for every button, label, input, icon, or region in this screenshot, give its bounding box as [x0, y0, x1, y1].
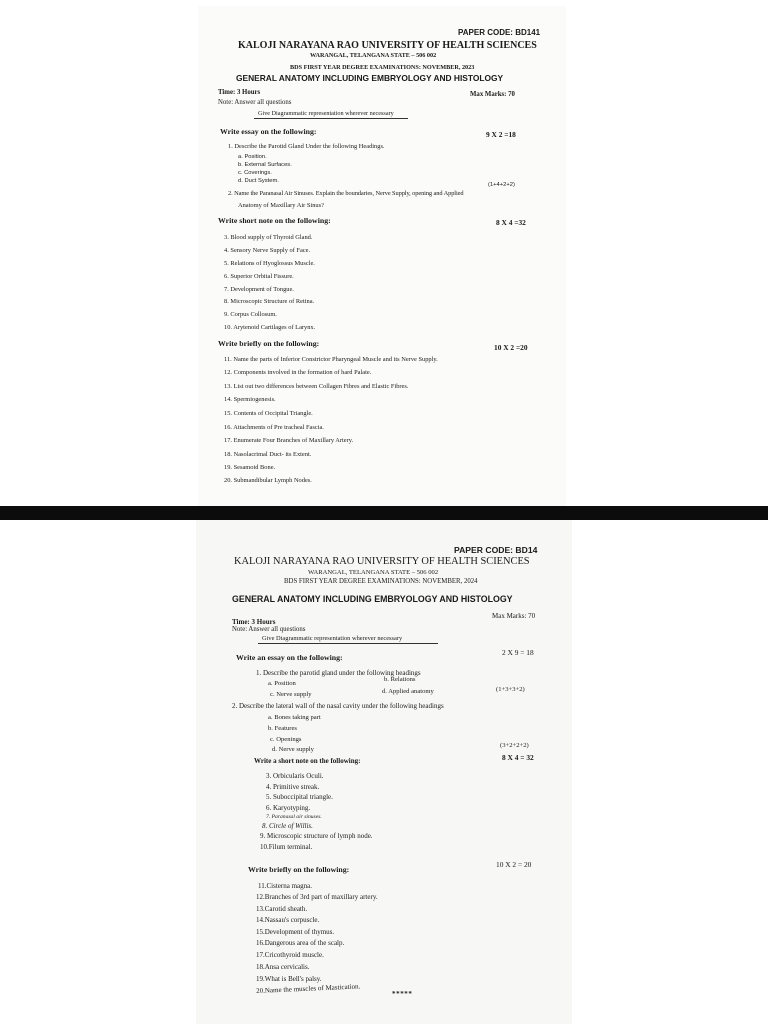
short-question-4: 4. Sensory Nerve Supply of Face. [224, 247, 311, 254]
brief-question-15: 15. Contents of Occipital Triangle. [224, 410, 313, 417]
q1-part-b: b. Relations [384, 676, 416, 683]
end-of-paper-mark: ***** [392, 990, 413, 998]
max-marks: Max Marks: 70 [470, 91, 515, 98]
university-name: KALOJI NARAYANA RAO UNIVERSITY OF HEALTH SCIENCES [238, 40, 537, 51]
short-question-5: 5. Relations of Hyoglossus Muscle. [224, 260, 315, 267]
short-question-9: 9. Microscopic structure of lymph node. [260, 832, 373, 840]
q1-part-c: c. Coverings. [238, 170, 272, 176]
brief-question-20: 20. Submandibular Lymph Nodes. [224, 477, 312, 484]
exam-title: BDS FIRST YEAR DEGREE EXAMINATIONS: NOVEMBER, 2023 [290, 64, 475, 71]
paper-code: PAPER CODE: BD141 [458, 28, 541, 37]
brief-question-11: 11. Name the parts of Inferior Constrictor Pharyngeal Muscle and its Nerve Supply. [224, 356, 438, 363]
q1-part-c: c. Nerve supply [270, 691, 312, 698]
brief-question-17: 17. Enumerate Four Branches of Maxillary Artery. [224, 437, 354, 444]
brief-question-19: 19. Sesamoid Bone. [224, 464, 276, 471]
brief-question-12: 12. Components involved in the formation of hard Palate. [224, 369, 372, 376]
q1-part-a: a. Position [268, 680, 296, 687]
brief-question-16: 16.Dangerous area of the scalp. [256, 939, 345, 947]
short-question-10: 10. Arytenoid Cartilages of Larynx. [224, 324, 316, 331]
question-2: 2. Describe the lateral wall of the nasal cavity under the following headings [232, 702, 444, 710]
brief-question-11: 11.Cisterna magna. [258, 882, 312, 890]
question-2-line-2: Anatomy of Maxillary Air Sinus? [238, 202, 324, 209]
q1-part-b: b. External Surfaces. [238, 162, 292, 168]
brief-section-title: Write briefly on the following: [218, 339, 320, 348]
brief-question-14: 14.Nassau's corpuscle. [256, 916, 320, 924]
brief-question-17: 17.Cricothyroid muscle. [256, 951, 324, 959]
brief-section-marks: 10 X 2 =20 [494, 343, 528, 352]
note-line-2: Give Diagrammatic representation wherever necessary [258, 110, 394, 117]
brief-question-19: 19.What is Bell's palsy. [256, 975, 322, 983]
question-1: 1. Describe the Parotid Gland Under the following Headings. [228, 143, 385, 150]
brief-section-marks: 10 X 2 = 20 [496, 860, 532, 869]
university-address: WARANGAL, TELANGANA STATE – 506 002 [310, 52, 437, 59]
q2-part-d: d. Nerve supply [272, 746, 314, 753]
university-address: WARANGAL, TELANGANA STATE – 506 002 [308, 569, 439, 576]
q1-part-a: a. Position. [238, 154, 267, 160]
subject-title: GENERAL ANATOMY INCLUDING EMBRYOLOGY AND HISTOLOGY [232, 594, 513, 604]
time-label: Time: 3 Hours [232, 618, 276, 626]
university-name: KALOJI NARAYANA RAO UNIVERSITY OF HEALTH SCIENCES [234, 556, 530, 567]
brief-question-13: 13.Carotid sheath. [256, 905, 308, 913]
essay-section-marks: 9 X 2 =18 [486, 130, 516, 139]
short-question-5: 5. Suboccipital triangle. [266, 793, 333, 801]
note-underline [258, 643, 438, 644]
note-line-1: Note: Answer all questions [218, 99, 292, 106]
brief-question-15: 15.Development of thymus. [256, 928, 335, 936]
note-underline [254, 118, 408, 119]
short-question-6: 6. Karyotyping. [266, 804, 311, 812]
exam-paper-2023 [198, 6, 566, 506]
essay-section-title: Write essay on the following: [220, 127, 317, 136]
q2-part-a: a. Bones taking part [268, 714, 321, 721]
paper-code: PAPER CODE: BD14 [454, 545, 538, 555]
short-section-title: Write short note on the following: [218, 216, 331, 225]
brief-question-18: 18. Nasolacrimal Duct- its Extent. [224, 451, 312, 458]
page-divider [0, 506, 768, 520]
short-question-6: 6. Superior Orbital Fissure. [224, 273, 294, 280]
brief-question-16: 16. Attachments of Pre tracheal Fascia. [224, 424, 324, 431]
q1-marks: (1+3+3+2) [496, 686, 525, 693]
question-1: 1. Describe the parotid gland under the following headings [256, 669, 421, 677]
exam-paper-2024 [196, 520, 572, 1024]
short-question-7: 7. Development of Tongue. [224, 286, 294, 293]
essay-section-title: Write an essay on the following: [236, 653, 343, 662]
short-question-9: 9. Corpus Collosum. [224, 311, 277, 318]
brief-question-13: 13. List out two differences between Collagen Fibres and Elastic Fibres. [224, 383, 409, 390]
short-question-7: 7. Paranasal air sinuses. [266, 814, 322, 820]
question-2-line-1: 2. Name the Paranasal Air Sinuses. Explain the boundaries, Nerve Supply, opening and Applied [228, 190, 464, 197]
exam-title: BDS FIRST YEAR DEGREE EXAMINATIONS: NOVEMBER, 2024 [284, 578, 478, 585]
q2-part-c: c. Openings [270, 736, 302, 743]
short-question-10: 10.Filum terminal. [260, 843, 313, 851]
subject-title: GENERAL ANATOMY INCLUDING EMBRYOLOGY AND HISTOLOGY [236, 73, 504, 83]
brief-question-14: 14. Spermiogenesis. [224, 396, 276, 403]
essay-section-marks: 2 X 9 = 18 [502, 648, 534, 657]
short-question-8: 8. Circle of Willis. [262, 822, 313, 830]
short-section-marks: 8 X 4 = 32 [502, 753, 534, 762]
brief-question-20: 20.Name the muscles of Mastication. [256, 982, 361, 995]
short-question-3: 3. Orbicularis Oculi. [266, 772, 324, 780]
short-question-3: 3. Blood supply of Thyroid Gland. [224, 234, 313, 241]
q1-marks: (1+4+2+2) [488, 182, 515, 188]
note-line-1: Note: Answer all questions [232, 626, 306, 633]
brief-question-12: 12.Branches of 3rd part of maxillary artery. [256, 893, 378, 901]
note-line-2: Give Diagrammatic representation wherever necessary [262, 635, 403, 642]
q1-part-d: d. Duct System. [238, 178, 279, 184]
short-section-marks: 8 X 4 =32 [496, 218, 526, 227]
q1-part-d: d. Applied anatomy [382, 688, 434, 695]
short-question-8: 8. Microscopic Structure of Retina. [224, 298, 315, 305]
short-section-title: Write a short note on the following: [254, 757, 361, 765]
time-label: Time: 3 Hours [218, 89, 261, 96]
brief-section-title: Write briefly on the following: [248, 865, 350, 874]
short-question-4: 4. Primitive streak. [266, 783, 320, 791]
max-marks: Max Marks: 70 [492, 612, 536, 620]
q2-part-b: b. Features [268, 725, 297, 732]
q2-marks: (3+2+2+2) [500, 742, 529, 749]
brief-question-18: 18.Ansa cervicalis. [256, 963, 310, 971]
